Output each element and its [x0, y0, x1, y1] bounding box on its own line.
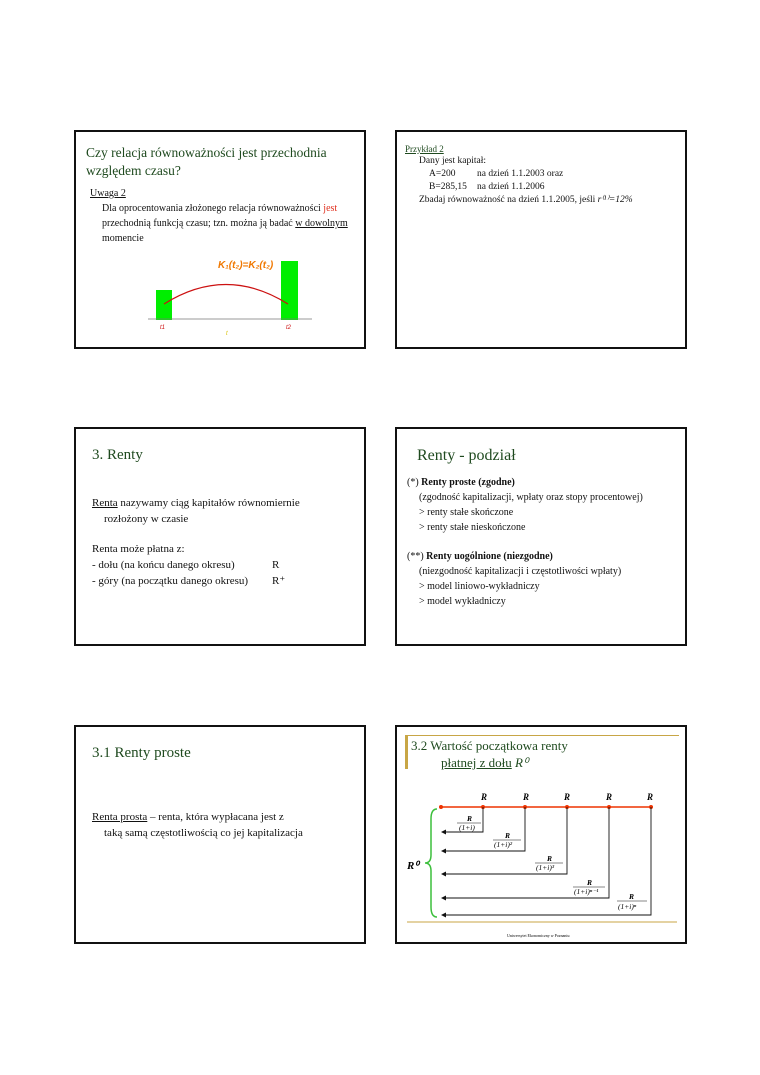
frac-2-num: R: [505, 831, 511, 840]
arrowhead: [441, 830, 446, 835]
equivalence-chart: [76, 250, 364, 349]
title-underline: [405, 735, 679, 736]
bar-t2: [281, 261, 298, 320]
title-accent-line: [405, 735, 408, 769]
arrowhead: [441, 872, 446, 877]
growth-arc: [164, 285, 288, 305]
frac-4-den: (1+i)ⁿ⁻¹: [574, 887, 599, 896]
slide-5-body: Renta prosta – renta, która wypłacana jest z taką samą częstotliwością co jej kapitalizacja: [92, 811, 303, 839]
example-body: Dany jest kapitał: A=200 na dzień 1.1.2003 oraz B=285,15 na dzień 1.1.2006 Zbadaj równoważność na dzień 1.1.2005, jeśli r⁽¹⁾=12%: [419, 156, 633, 205]
arrowhead: [441, 896, 446, 901]
frac-5-den: (1+i)ⁿ: [618, 902, 637, 911]
t-label: t: [226, 331, 228, 337]
slide-3-body: Renta nazywamy ciąg kapitałów równomiernie rozłożony w czasie Renta może płatna z: - dołu (na końcu danego okresu) R - góry (na początku danego okresu) R⁺: [92, 497, 300, 587]
discount-arrow-2: [443, 807, 525, 851]
slide-6-title: 3.2 Wartość początkowa renty płatnej z dołu R⁰: [411, 738, 568, 770]
frac-1-num: R: [467, 814, 473, 823]
frac-4-num: R: [587, 878, 593, 887]
payment-r-1: R: [481, 792, 488, 802]
frac-5-num: R: [629, 892, 635, 901]
timeline-point: [439, 805, 443, 809]
slide-2: [395, 130, 687, 349]
payment-r-5: R: [647, 792, 654, 802]
frac-3-num: R: [547, 854, 553, 863]
frac-3-den: (1+i)³: [536, 863, 555, 872]
slide-4-title: Renty - podział: [417, 447, 516, 464]
slide-4: [395, 427, 687, 646]
note-label: Uwaga 2: [90, 188, 126, 199]
slide-5-title: 3.1 Renty proste: [92, 745, 191, 761]
example-label: Przykład 2: [405, 144, 444, 154]
slide-1-text: Dla oprocentowania złożonego relacja równoważności jest przechodnią funkcją czasu; tzn. można ją badać w dowolnym momencie: [102, 203, 348, 244]
r0-label: R⁰: [407, 860, 419, 872]
payment-r-3: R: [564, 792, 571, 802]
slide-3: [74, 427, 366, 646]
payment-r-4: R: [606, 792, 613, 802]
arrowhead: [441, 849, 446, 854]
frac-1-den: (1+i): [459, 823, 475, 832]
slide-5: [74, 725, 366, 944]
slide-1-title: Czy relacja równoważności jest przechodnia względem czasu?: [86, 145, 327, 178]
t1-label: t1: [160, 325, 166, 331]
bar-t1: [156, 290, 172, 320]
sum-brace: [425, 809, 437, 917]
slide-3-title: 3. Renty: [92, 447, 143, 463]
slide-6: [395, 725, 687, 944]
t2-label: t2: [286, 325, 292, 331]
arrowhead: [441, 913, 446, 918]
annuity-diagram: [397, 785, 685, 940]
chart-label: K₁(t₂)=K₂(t₂): [218, 260, 274, 271]
slide-4-body: (*) Renty proste (zgodne) (zgodność kapitalizacji, wpłaty oraz stopy procentowej) > renty stałe skończone > renty stałe nieskończone (**) Renty uogólnione (niezgodne) (niezgodność kapitalizacji i częstotliwości wpłaty) > model liniowo-wykładniczy > model wykładniczy: [407, 477, 643, 607]
frac-2-den: (1+i)²: [494, 840, 513, 849]
slide-1: [74, 130, 366, 349]
payment-r-2: R: [523, 792, 530, 802]
slide-footer: Uniwersytet Ekonomiczny w Poznaniu: [507, 933, 570, 938]
